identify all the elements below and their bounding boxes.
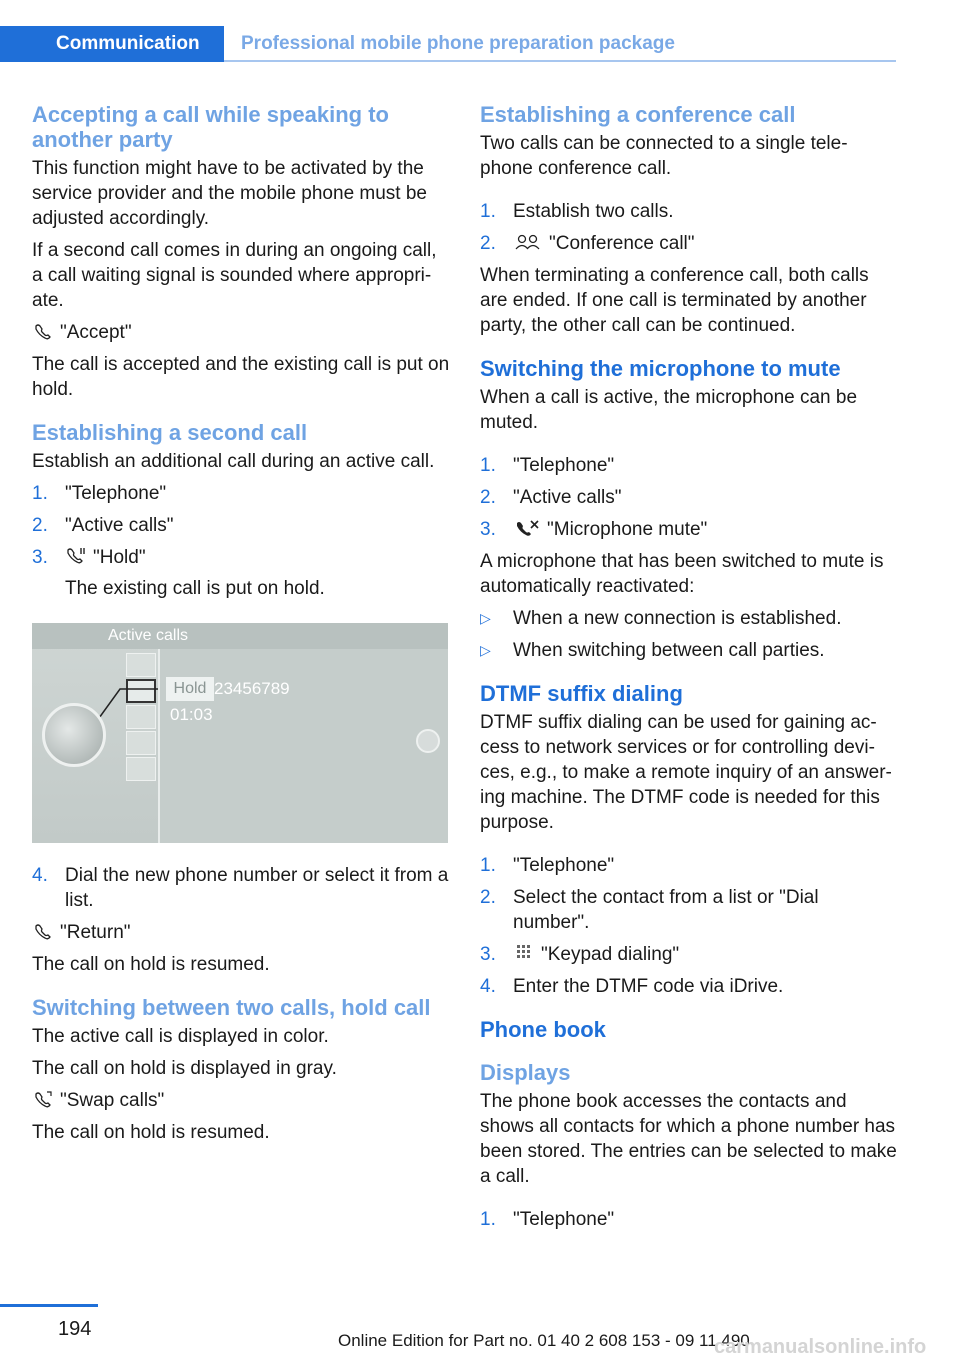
- list-item: [480, 199, 898, 224]
- conference-icon: [126, 757, 156, 781]
- list-item: [32, 481, 450, 506]
- paragraph: When terminating a conference call, both calls are ended. If one call is terminated by another party, the other call can be continued.: [480, 265, 869, 336]
- list-item: [480, 974, 898, 999]
- paragraph: DTMF suffix dialing can be used for gaining ac-cess to network services or for controlling devi-ces, e.g., to make a remote inquiry of an answer-ing machine. The DTMF code is needed for this purpose.: [480, 712, 892, 833]
- step-text: "Conference call": [549, 233, 695, 254]
- step-number: 3.: [480, 944, 496, 965]
- paragraph: The call on hold is resumed.: [32, 1122, 270, 1143]
- list-item: [480, 853, 898, 878]
- second-call-steps-cont: [32, 863, 450, 913]
- heading-displays: Displays: [480, 1060, 571, 1085]
- step-number: 1.: [480, 855, 496, 876]
- watermark: carmanualsonline.info: [714, 1336, 927, 1358]
- heading-dtmf: DTMF suffix dialing: [480, 681, 683, 706]
- paragraph: When a call is active, the microphone can be muted.: [480, 387, 858, 433]
- phone-book-steps: [480, 1207, 898, 1232]
- step-text: "Telephone": [513, 855, 615, 876]
- mute-steps: [480, 453, 898, 542]
- step-number: 4.: [32, 865, 48, 886]
- list-item: [480, 1207, 898, 1232]
- return-label: "Return": [60, 922, 131, 943]
- step-number: 2.: [32, 515, 48, 536]
- step-text: "Hold": [93, 547, 146, 568]
- paragraph: The phone book accesses the contacts and shows all contacts for which a phone number has been stored. The entries can be selected to make a call.: [480, 1091, 897, 1187]
- list-item: [32, 545, 450, 601]
- heading-accepting-call: Accepting a call while speaking to another party: [32, 102, 389, 152]
- step-number: 2.: [480, 233, 496, 254]
- step-text: Select the contact from a list or "Dial number".: [513, 887, 819, 933]
- step-number: 3.: [480, 519, 496, 540]
- list-item: [480, 453, 898, 478]
- microphone-mute-icon: [513, 519, 541, 537]
- paragraph: This function might have to be activated by the service provider and the mobile phone must be adjusted accordingly.: [32, 158, 428, 229]
- list-item: [32, 863, 450, 913]
- accept-line: [32, 320, 450, 345]
- list-item: [480, 606, 898, 631]
- heading-microphone-mute: Switching the microphone to mute: [480, 356, 841, 381]
- bullet-icon: ▷: [480, 642, 491, 658]
- step-text: Dial the new phone number or select it from a list.: [65, 865, 449, 911]
- step-number: 1.: [32, 483, 48, 504]
- call-time: 01:03: [170, 705, 213, 724]
- step-text: "Microphone mute": [547, 519, 708, 540]
- screen-menu-strip: [124, 651, 158, 841]
- hold-label: Hold: [166, 677, 214, 701]
- step-number: 2.: [480, 887, 496, 908]
- paragraph: The active call is displayed in color.: [32, 1026, 329, 1047]
- paragraph: A microphone that has been switched to mute is automatically reactivated:: [480, 551, 884, 597]
- idrive-active-calls-screenshot: [32, 623, 448, 843]
- step-text: Enter the DTMF code via iDrive.: [513, 976, 784, 997]
- step-number: 1.: [480, 1209, 496, 1230]
- heading-conference-call: Establishing a conference call: [480, 102, 796, 127]
- list-item: [480, 517, 898, 542]
- step-number: 3.: [32, 547, 48, 568]
- step-text: "Active calls": [65, 515, 174, 536]
- hold-icon: [65, 547, 87, 565]
- step-number: 1.: [480, 455, 496, 476]
- heading-phone-book: Phone book: [480, 1017, 606, 1042]
- step-text: "Active calls": [513, 487, 622, 508]
- bullet-text: When switching between call parties.: [513, 640, 825, 661]
- right-column: [480, 102, 898, 1239]
- step-number: 1.: [480, 201, 496, 222]
- paragraph: The call on hold is resumed.: [32, 954, 270, 975]
- header-tabs: [0, 26, 896, 62]
- swap-line: [32, 1088, 450, 1113]
- step-number: 2.: [480, 487, 496, 508]
- step-text: "Telephone": [513, 455, 615, 476]
- call-number: 23456789: [214, 679, 290, 698]
- step-text: "Telephone": [513, 1209, 615, 1230]
- list-item: [32, 513, 450, 538]
- list-item: [480, 231, 898, 256]
- bullet-text: When a new connection is established.: [513, 608, 842, 629]
- page-number: 194: [58, 1318, 92, 1340]
- conference-steps: [480, 199, 898, 256]
- left-column: [32, 102, 450, 1152]
- step-subtext: The existing call is put on hold.: [65, 578, 325, 599]
- paragraph: The call on hold is displayed in gray.: [32, 1058, 337, 1079]
- heading-second-call: Establishing a second call: [32, 420, 308, 445]
- tab-phone-preparation-package[interactable]: Professional mobile phone preparation package: [241, 33, 675, 54]
- header-divider: [224, 60, 896, 62]
- list-item: [480, 485, 898, 510]
- list-item: [480, 942, 898, 967]
- paragraph: The call is accepted and the existing call is put on hold.: [32, 354, 450, 400]
- footer-rule: [0, 1304, 98, 1307]
- accept-label: "Accept": [60, 322, 132, 343]
- step-text: Establish two calls.: [513, 201, 674, 222]
- list-item: [480, 885, 898, 935]
- tab-communication[interactable]: Communication: [0, 26, 224, 62]
- accept-call-icon: [32, 322, 54, 340]
- step-text: "Keypad dialing": [541, 944, 680, 965]
- controller-knob: [42, 703, 106, 767]
- keypad-icon: [126, 731, 156, 755]
- edition-line: Online Edition for Part no. 01 40 2 608 153 - 09 11 490: [338, 1331, 750, 1350]
- paragraph: Two calls can be connected to a single tele-phone conference call.: [480, 133, 848, 179]
- screen-title: Active calls: [32, 623, 448, 649]
- bullet-icon: ▷: [480, 610, 491, 626]
- conference-icon: [513, 233, 543, 251]
- second-call-steps: [32, 481, 450, 601]
- swap-calls-icon: [32, 1090, 54, 1108]
- return-icon: [32, 922, 54, 940]
- accept-icon: [126, 653, 156, 677]
- keypad-icon: [513, 944, 535, 962]
- reactivation-bullets: [480, 606, 898, 663]
- swap-label: "Swap calls": [60, 1090, 165, 1111]
- return-line: [32, 920, 450, 945]
- right-knob: [416, 729, 440, 753]
- paragraph: Establish an additional call during an active call.: [32, 451, 435, 472]
- heading-switching-calls: Switching between two calls, hold call: [32, 995, 431, 1020]
- list-item: [480, 638, 898, 663]
- dtmf-steps: [480, 853, 898, 999]
- step-text: "Telephone": [65, 483, 167, 504]
- step-number: 4.: [480, 976, 496, 997]
- paragraph: If a second call comes in during an ongoing call, a call waiting signal is sounded where appropri-ate.: [32, 240, 437, 311]
